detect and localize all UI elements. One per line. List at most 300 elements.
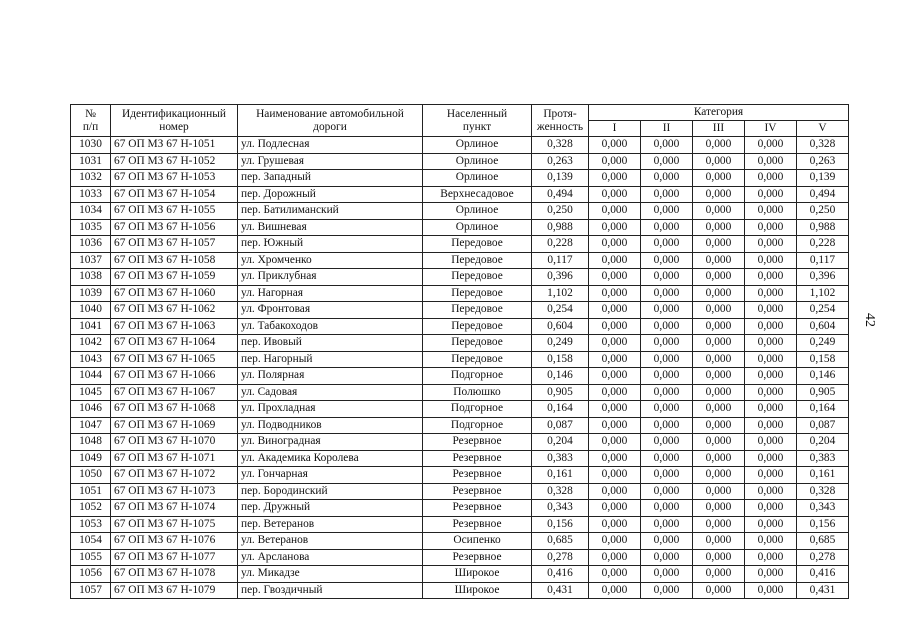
road-length: 0,328 <box>532 483 589 500</box>
road-length: 0,278 <box>532 549 589 566</box>
category-2-length: 0,000 <box>641 170 693 187</box>
category-4-length: 0,000 <box>745 153 797 170</box>
category-1-length: 0,000 <box>589 186 641 203</box>
category-1-length: 0,000 <box>589 335 641 352</box>
category-5-length: 0,158 <box>797 351 849 368</box>
road-name: пер. Ивовый <box>238 335 423 352</box>
category-5-length: 0,988 <box>797 219 849 236</box>
category-5-length: 0,254 <box>797 302 849 319</box>
category-2-length: 0,000 <box>641 219 693 236</box>
locality: Подгорное <box>423 401 532 418</box>
road-name: ул. Приклубная <box>238 269 423 286</box>
category-5-length: 0,431 <box>797 582 849 599</box>
road-name: пер. Ветеранов <box>238 516 423 533</box>
page-number: 42 <box>862 313 877 327</box>
category-3-length: 0,000 <box>693 533 745 550</box>
table-row <box>71 582 849 599</box>
category-2-length: 0,000 <box>641 417 693 434</box>
road-name: пер. Бородинский <box>238 483 423 500</box>
locality: Широкое <box>423 566 532 583</box>
row-number: 1044 <box>71 368 111 385</box>
category-5-length: 0,494 <box>797 186 849 203</box>
category-3-length: 0,000 <box>693 252 745 269</box>
road-id: 67 ОП МЗ 67 Н-1072 <box>111 467 238 484</box>
category-1-length: 0,000 <box>589 368 641 385</box>
category-5-length: 0,204 <box>797 434 849 451</box>
road-id: 67 ОП МЗ 67 Н-1078 <box>111 566 238 583</box>
table-header-row <box>71 105 849 121</box>
locality: Передовое <box>423 269 532 286</box>
road-name: пер. Дорожный <box>238 186 423 203</box>
road-length: 0,117 <box>532 252 589 269</box>
road-name: ул. Вишневая <box>238 219 423 236</box>
row-number: 1053 <box>71 516 111 533</box>
category-3-length: 0,000 <box>693 582 745 599</box>
category-5-length: 0,263 <box>797 153 849 170</box>
category-5-length: 0,328 <box>797 137 849 154</box>
category-3-length: 0,000 <box>693 368 745 385</box>
road-length: 0,383 <box>532 450 589 467</box>
road-id: 67 ОП МЗ 67 Н-1057 <box>111 236 238 253</box>
road-length: 0,139 <box>532 170 589 187</box>
locality: Резервное <box>423 450 532 467</box>
category-1-length: 0,000 <box>589 219 641 236</box>
road-length: 0,254 <box>532 302 589 319</box>
category-1-length: 0,000 <box>589 137 641 154</box>
category-4-length: 0,000 <box>745 582 797 599</box>
locality: Осипенко <box>423 533 532 550</box>
table-row <box>71 219 849 236</box>
table-row <box>71 236 849 253</box>
category-1-length: 0,000 <box>589 351 641 368</box>
roads-table <box>70 104 849 599</box>
locality: Передовое <box>423 318 532 335</box>
header-cat-2: II <box>641 121 693 137</box>
road-id: 67 ОП МЗ 67 Н-1066 <box>111 368 238 385</box>
category-2-length: 0,000 <box>641 318 693 335</box>
category-5-length: 0,087 <box>797 417 849 434</box>
category-2-length: 0,000 <box>641 516 693 533</box>
row-number: 1037 <box>71 252 111 269</box>
locality: Резервное <box>423 467 532 484</box>
locality: Передовое <box>423 252 532 269</box>
road-name: пер. Гвоздичный <box>238 582 423 599</box>
row-number: 1055 <box>71 549 111 566</box>
category-4-length: 0,000 <box>745 516 797 533</box>
category-2-length: 0,000 <box>641 434 693 451</box>
road-id: 67 ОП МЗ 67 Н-1073 <box>111 483 238 500</box>
road-name: ул. Микадзе <box>238 566 423 583</box>
category-1-length: 0,000 <box>589 516 641 533</box>
locality: Резервное <box>423 516 532 533</box>
category-5-length: 0,117 <box>797 252 849 269</box>
header-length: Протя- женность <box>532 105 589 137</box>
table-row <box>71 434 849 451</box>
road-name: пер. Батилиманский <box>238 203 423 220</box>
category-3-length: 0,000 <box>693 170 745 187</box>
header-name: Наименование автомобильной дороги <box>238 105 423 137</box>
road-length: 0,494 <box>532 186 589 203</box>
row-number: 1052 <box>71 500 111 517</box>
table-row <box>71 533 849 550</box>
row-number: 1030 <box>71 137 111 154</box>
category-1-length: 0,000 <box>589 302 641 319</box>
category-4-length: 0,000 <box>745 566 797 583</box>
road-name: ул. Прохладная <box>238 401 423 418</box>
category-3-length: 0,000 <box>693 549 745 566</box>
category-4-length: 0,000 <box>745 302 797 319</box>
locality: Верхнесадовое <box>423 186 532 203</box>
header-locality: Населенный пункт <box>423 105 532 137</box>
category-2-length: 0,000 <box>641 500 693 517</box>
road-length: 0,988 <box>532 219 589 236</box>
row-number: 1036 <box>71 236 111 253</box>
table-row <box>71 516 849 533</box>
category-2-length: 0,000 <box>641 582 693 599</box>
road-name: ул. Грушевая <box>238 153 423 170</box>
road-length: 0,328 <box>532 137 589 154</box>
category-4-length: 0,000 <box>745 170 797 187</box>
road-name: ул. Арсланова <box>238 549 423 566</box>
table-body <box>71 137 849 599</box>
table-row <box>71 269 849 286</box>
category-2-length: 0,000 <box>641 351 693 368</box>
road-id: 67 ОП МЗ 67 Н-1079 <box>111 582 238 599</box>
category-3-length: 0,000 <box>693 153 745 170</box>
category-1-length: 0,000 <box>589 252 641 269</box>
road-name: ул. Подлесная <box>238 137 423 154</box>
category-5-length: 0,416 <box>797 566 849 583</box>
road-length: 0,431 <box>532 582 589 599</box>
category-4-length: 0,000 <box>745 450 797 467</box>
road-id: 67 ОП МЗ 67 Н-1064 <box>111 335 238 352</box>
locality: Передовое <box>423 351 532 368</box>
road-id: 67 ОП МЗ 67 Н-1060 <box>111 285 238 302</box>
category-3-length: 0,000 <box>693 269 745 286</box>
header-id: Идентификационный номер <box>111 105 238 137</box>
category-2-length: 0,000 <box>641 450 693 467</box>
category-3-length: 0,000 <box>693 351 745 368</box>
road-length: 0,164 <box>532 401 589 418</box>
category-2-length: 0,000 <box>641 236 693 253</box>
row-number: 1054 <box>71 533 111 550</box>
category-1-length: 0,000 <box>589 467 641 484</box>
category-2-length: 0,000 <box>641 285 693 302</box>
category-5-length: 0,685 <box>797 533 849 550</box>
road-length: 0,263 <box>532 153 589 170</box>
road-length: 0,604 <box>532 318 589 335</box>
category-5-length: 0,343 <box>797 500 849 517</box>
category-1-length: 0,000 <box>589 483 641 500</box>
category-4-length: 0,000 <box>745 368 797 385</box>
road-id: 67 ОП МЗ 67 Н-1052 <box>111 153 238 170</box>
locality: Передовое <box>423 335 532 352</box>
table-row <box>71 285 849 302</box>
locality: Резервное <box>423 500 532 517</box>
road-id: 67 ОП МЗ 67 Н-1055 <box>111 203 238 220</box>
table-row <box>71 318 849 335</box>
locality: Резервное <box>423 434 532 451</box>
category-3-length: 0,000 <box>693 285 745 302</box>
category-1-length: 0,000 <box>589 566 641 583</box>
road-name: пер. Дружный <box>238 500 423 517</box>
category-3-length: 0,000 <box>693 483 745 500</box>
table-row <box>71 549 849 566</box>
category-1-length: 0,000 <box>589 269 641 286</box>
table-row <box>71 417 849 434</box>
category-5-length: 0,905 <box>797 384 849 401</box>
category-4-length: 0,000 <box>745 236 797 253</box>
category-2-length: 0,000 <box>641 368 693 385</box>
locality: Резервное <box>423 549 532 566</box>
category-4-length: 0,000 <box>745 417 797 434</box>
table-row <box>71 500 849 517</box>
header-cat-3: III <box>693 121 745 137</box>
category-3-length: 0,000 <box>693 137 745 154</box>
table-row <box>71 252 849 269</box>
category-2-length: 0,000 <box>641 153 693 170</box>
category-1-length: 0,000 <box>589 417 641 434</box>
locality: Передовое <box>423 285 532 302</box>
locality: Орлиное <box>423 137 532 154</box>
row-number: 1050 <box>71 467 111 484</box>
road-length: 0,250 <box>532 203 589 220</box>
category-2-length: 0,000 <box>641 467 693 484</box>
category-4-length: 0,000 <box>745 318 797 335</box>
road-id: 67 ОП МЗ 67 Н-1077 <box>111 549 238 566</box>
locality: Резервное <box>423 483 532 500</box>
road-name: ул. Полярная <box>238 368 423 385</box>
road-length: 1,102 <box>532 285 589 302</box>
category-1-length: 0,000 <box>589 384 641 401</box>
category-5-length: 0,250 <box>797 203 849 220</box>
row-number: 1049 <box>71 450 111 467</box>
road-id: 67 ОП МЗ 67 Н-1067 <box>111 384 238 401</box>
row-number: 1043 <box>71 351 111 368</box>
table-row <box>71 450 849 467</box>
road-length: 0,161 <box>532 467 589 484</box>
category-5-length: 0,249 <box>797 335 849 352</box>
category-2-length: 0,000 <box>641 533 693 550</box>
road-name: ул. Ветеранов <box>238 533 423 550</box>
category-3-length: 0,000 <box>693 401 745 418</box>
category-2-length: 0,000 <box>641 483 693 500</box>
category-3-length: 0,000 <box>693 434 745 451</box>
table-row <box>71 203 849 220</box>
category-3-length: 0,000 <box>693 467 745 484</box>
locality: Широкое <box>423 582 532 599</box>
category-2-length: 0,000 <box>641 269 693 286</box>
category-5-length: 0,604 <box>797 318 849 335</box>
row-number: 1045 <box>71 384 111 401</box>
road-length: 0,685 <box>532 533 589 550</box>
category-4-length: 0,000 <box>745 401 797 418</box>
category-1-length: 0,000 <box>589 549 641 566</box>
category-1-length: 0,000 <box>589 318 641 335</box>
category-3-length: 0,000 <box>693 500 745 517</box>
road-id: 67 ОП МЗ 67 Н-1075 <box>111 516 238 533</box>
row-number: 1057 <box>71 582 111 599</box>
category-4-length: 0,000 <box>745 351 797 368</box>
road-id: 67 ОП МЗ 67 Н-1056 <box>111 219 238 236</box>
row-number: 1035 <box>71 219 111 236</box>
header-category: Категория <box>589 105 849 121</box>
category-3-length: 0,000 <box>693 384 745 401</box>
road-id: 67 ОП МЗ 67 Н-1059 <box>111 269 238 286</box>
category-3-length: 0,000 <box>693 335 745 352</box>
category-3-length: 0,000 <box>693 302 745 319</box>
road-id: 67 ОП МЗ 67 Н-1074 <box>111 500 238 517</box>
category-1-length: 0,000 <box>589 500 641 517</box>
road-id: 67 ОП МЗ 67 Н-1054 <box>111 186 238 203</box>
road-id: 67 ОП МЗ 67 Н-1070 <box>111 434 238 451</box>
road-id: 67 ОП МЗ 67 Н-1058 <box>111 252 238 269</box>
category-5-length: 0,146 <box>797 368 849 385</box>
category-5-length: 0,328 <box>797 483 849 500</box>
road-id: 67 ОП МЗ 67 Н-1065 <box>111 351 238 368</box>
category-2-length: 0,000 <box>641 137 693 154</box>
category-1-length: 0,000 <box>589 236 641 253</box>
road-length: 0,396 <box>532 269 589 286</box>
road-name: ул. Фронтовая <box>238 302 423 319</box>
category-5-length: 0,383 <box>797 450 849 467</box>
road-name: ул. Гончарная <box>238 467 423 484</box>
table-row <box>71 186 849 203</box>
category-5-length: 1,102 <box>797 285 849 302</box>
locality: Орлиное <box>423 153 532 170</box>
category-4-length: 0,000 <box>745 335 797 352</box>
table-row <box>71 566 849 583</box>
road-name: ул. Садовая <box>238 384 423 401</box>
category-4-length: 0,000 <box>745 137 797 154</box>
road-length: 0,416 <box>532 566 589 583</box>
category-2-length: 0,000 <box>641 401 693 418</box>
table-row <box>71 368 849 385</box>
road-id: 67 ОП МЗ 67 Н-1062 <box>111 302 238 319</box>
category-1-length: 0,000 <box>589 153 641 170</box>
table-row <box>71 351 849 368</box>
table-row <box>71 401 849 418</box>
row-number: 1033 <box>71 186 111 203</box>
category-2-length: 0,000 <box>641 549 693 566</box>
category-2-length: 0,000 <box>641 203 693 220</box>
category-3-length: 0,000 <box>693 219 745 236</box>
header-num: № п/п <box>71 105 111 137</box>
category-4-length: 0,000 <box>745 483 797 500</box>
row-number: 1034 <box>71 203 111 220</box>
category-4-length: 0,000 <box>745 467 797 484</box>
locality: Орлиное <box>423 219 532 236</box>
road-id: 67 ОП МЗ 67 Н-1071 <box>111 450 238 467</box>
category-2-length: 0,000 <box>641 384 693 401</box>
category-2-length: 0,000 <box>641 252 693 269</box>
category-4-length: 0,000 <box>745 219 797 236</box>
road-length: 0,204 <box>532 434 589 451</box>
category-4-length: 0,000 <box>745 549 797 566</box>
table-row <box>71 467 849 484</box>
row-number: 1056 <box>71 566 111 583</box>
category-3-length: 0,000 <box>693 516 745 533</box>
category-5-length: 0,164 <box>797 401 849 418</box>
road-id: 67 ОП МЗ 67 Н-1051 <box>111 137 238 154</box>
road-length: 0,343 <box>532 500 589 517</box>
locality: Орлиное <box>423 203 532 220</box>
row-number: 1048 <box>71 434 111 451</box>
road-length: 0,228 <box>532 236 589 253</box>
road-length: 0,249 <box>532 335 589 352</box>
road-id: 67 ОП МЗ 67 Н-1068 <box>111 401 238 418</box>
category-2-length: 0,000 <box>641 302 693 319</box>
category-5-length: 0,156 <box>797 516 849 533</box>
row-number: 1031 <box>71 153 111 170</box>
category-5-length: 0,396 <box>797 269 849 286</box>
category-4-length: 0,000 <box>745 533 797 550</box>
category-2-length: 0,000 <box>641 335 693 352</box>
row-number: 1040 <box>71 302 111 319</box>
category-3-length: 0,000 <box>693 566 745 583</box>
road-name: пер. Южный <box>238 236 423 253</box>
locality: Подгорное <box>423 368 532 385</box>
header-cat-1: I <box>589 121 641 137</box>
category-4-length: 0,000 <box>745 269 797 286</box>
road-id: 67 ОП МЗ 67 Н-1063 <box>111 318 238 335</box>
road-name: пер. Западный <box>238 170 423 187</box>
header-cat-4: IV <box>745 121 797 137</box>
category-3-length: 0,000 <box>693 318 745 335</box>
category-3-length: 0,000 <box>693 417 745 434</box>
table-row <box>71 302 849 319</box>
row-number: 1046 <box>71 401 111 418</box>
road-name: ул. Табакоходов <box>238 318 423 335</box>
road-name: пер. Нагорный <box>238 351 423 368</box>
category-1-length: 0,000 <box>589 582 641 599</box>
table-row <box>71 483 849 500</box>
table-row <box>71 335 849 352</box>
road-id: 67 ОП МЗ 67 Н-1053 <box>111 170 238 187</box>
category-1-length: 0,000 <box>589 401 641 418</box>
road-length: 0,158 <box>532 351 589 368</box>
category-4-length: 0,000 <box>745 500 797 517</box>
row-number: 1039 <box>71 285 111 302</box>
category-1-length: 0,000 <box>589 450 641 467</box>
table-row <box>71 137 849 154</box>
road-length: 0,087 <box>532 417 589 434</box>
locality: Передовое <box>423 236 532 253</box>
category-1-length: 0,000 <box>589 203 641 220</box>
category-5-length: 0,228 <box>797 236 849 253</box>
category-3-length: 0,000 <box>693 236 745 253</box>
road-name: ул. Виноградная <box>238 434 423 451</box>
table-row <box>71 170 849 187</box>
road-name: ул. Академика Королева <box>238 450 423 467</box>
category-1-length: 0,000 <box>589 170 641 187</box>
locality: Передовое <box>423 302 532 319</box>
row-number: 1042 <box>71 335 111 352</box>
category-4-length: 0,000 <box>745 285 797 302</box>
category-3-length: 0,000 <box>693 203 745 220</box>
category-3-length: 0,000 <box>693 186 745 203</box>
table-row <box>71 153 849 170</box>
road-length: 0,156 <box>532 516 589 533</box>
road-id: 67 ОП МЗ 67 Н-1076 <box>111 533 238 550</box>
header-cat-5: V <box>797 121 849 137</box>
locality: Подгорное <box>423 417 532 434</box>
road-length: 0,146 <box>532 368 589 385</box>
category-5-length: 0,161 <box>797 467 849 484</box>
category-5-length: 0,139 <box>797 170 849 187</box>
row-number: 1047 <box>71 417 111 434</box>
locality: Полюшко <box>423 384 532 401</box>
